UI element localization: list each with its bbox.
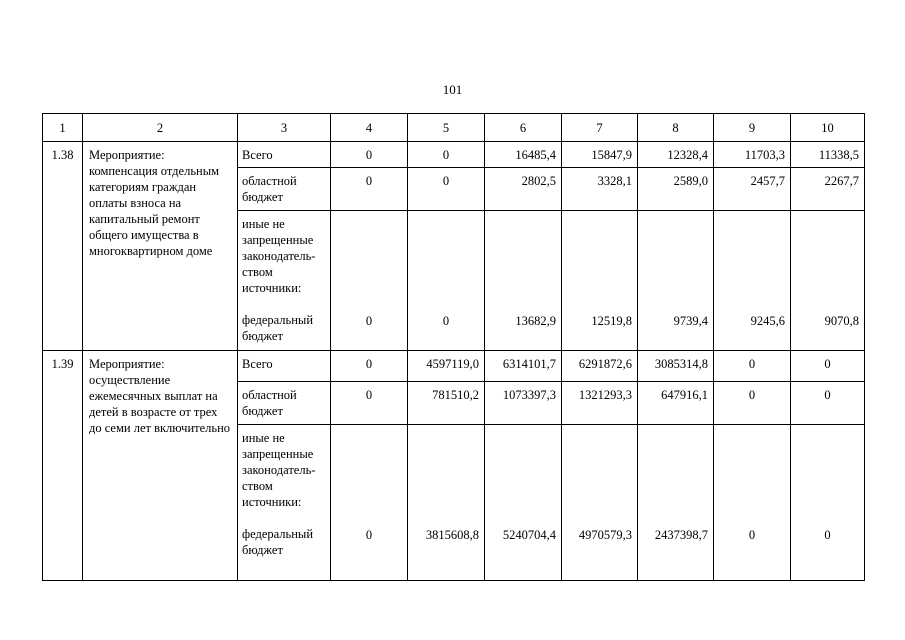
funding-source bbox=[238, 211, 331, 351]
funding-source bbox=[238, 425, 331, 581]
value-cell: 0 bbox=[714, 382, 791, 425]
value-cell: 3815608,8 bbox=[408, 425, 485, 581]
value-cell: 13682,9 bbox=[485, 211, 562, 351]
header-cell: 6 bbox=[485, 114, 562, 142]
value-cell: 2267,7 bbox=[791, 168, 865, 211]
funding-source: Всего bbox=[238, 351, 331, 382]
header-cell: 8 bbox=[638, 114, 714, 142]
value-cell: 647916,1 bbox=[638, 382, 714, 425]
header-cell: 3 bbox=[238, 114, 331, 142]
value-cell: 16485,4 bbox=[485, 142, 562, 168]
value-cell: 0 bbox=[791, 351, 865, 382]
table-row bbox=[43, 142, 865, 168]
header-cell: 10 bbox=[791, 114, 865, 142]
value-cell: 3085314,8 bbox=[638, 351, 714, 382]
funding-source: Всего bbox=[238, 142, 331, 168]
value-cell: 0 bbox=[714, 351, 791, 382]
value-cell: 2437398,7 bbox=[638, 425, 714, 581]
value-cell: 9739,4 bbox=[638, 211, 714, 351]
value-cell: 11338,5 bbox=[791, 142, 865, 168]
value-cell: 0 bbox=[408, 142, 485, 168]
value-cell: 4597119,0 bbox=[408, 351, 485, 382]
header-cell: 4 bbox=[331, 114, 408, 142]
budget-table bbox=[42, 113, 865, 581]
value-cell: 11703,3 bbox=[714, 142, 791, 168]
other-sources-label: иные не запрещенные законодатель-ством источники: bbox=[242, 217, 316, 295]
funding-source: областной бюджет bbox=[238, 382, 331, 425]
federal-budget-label: федеральный бюджет bbox=[242, 313, 314, 343]
table-row bbox=[43, 351, 865, 382]
value-cell: 0 bbox=[714, 425, 791, 581]
value-cell: 4970579,3 bbox=[562, 425, 638, 581]
value-cell: 12328,4 bbox=[638, 142, 714, 168]
value-cell: 2457,7 bbox=[714, 168, 791, 211]
page-number: 101 bbox=[442, 82, 463, 97]
value-cell: 0 bbox=[408, 168, 485, 211]
federal-budget-label: федеральный бюджет bbox=[242, 527, 314, 557]
value-cell: 1073397,3 bbox=[485, 382, 562, 425]
value-cell: 0 bbox=[331, 351, 408, 382]
other-sources-label: иные не запрещенные законодатель-ством источники: bbox=[242, 431, 316, 509]
value-cell: 2589,0 bbox=[638, 168, 714, 211]
activity-number: 1.38 bbox=[43, 142, 83, 351]
value-cell: 1321293,3 bbox=[562, 382, 638, 425]
value-cell: 0 bbox=[408, 211, 485, 351]
value-cell: 15847,9 bbox=[562, 142, 638, 168]
funding-source: областной бюджет bbox=[238, 168, 331, 211]
header-cell: 7 bbox=[562, 114, 638, 142]
value-cell: 12519,8 bbox=[562, 211, 638, 351]
value-cell: 6314101,7 bbox=[485, 351, 562, 382]
value-cell: 9070,8 bbox=[791, 211, 865, 351]
value-cell: 6291872,6 bbox=[562, 351, 638, 382]
activity-number: 1.39 bbox=[43, 351, 83, 581]
activity-description: Мероприятие: осуществление ежемесячных выплат на детей в возрасте от трех до семи лет включительно bbox=[83, 351, 238, 581]
header-cell: 1 bbox=[43, 114, 83, 142]
value-cell: 0 bbox=[331, 382, 408, 425]
header-cell: 9 bbox=[714, 114, 791, 142]
value-cell: 3328,1 bbox=[562, 168, 638, 211]
value-cell: 0 bbox=[331, 168, 408, 211]
value-cell: 0 bbox=[331, 211, 408, 351]
value-cell: 0 bbox=[791, 382, 865, 425]
value-cell: 2802,5 bbox=[485, 168, 562, 211]
value-cell: 0 bbox=[331, 142, 408, 168]
header-cell: 2 bbox=[83, 114, 238, 142]
activity-description: Мероприятие: компенсация отдельным категориям граждан оплаты взноса на капитальный ремонт общего имущества в многоквартирном доме bbox=[83, 142, 238, 351]
header-cell: 5 bbox=[408, 114, 485, 142]
value-cell: 0 bbox=[331, 425, 408, 581]
value-cell: 0 bbox=[791, 425, 865, 581]
value-cell: 9245,6 bbox=[714, 211, 791, 351]
table-header-row bbox=[43, 114, 865, 142]
value-cell: 5240704,4 bbox=[485, 425, 562, 581]
value-cell: 781510,2 bbox=[408, 382, 485, 425]
